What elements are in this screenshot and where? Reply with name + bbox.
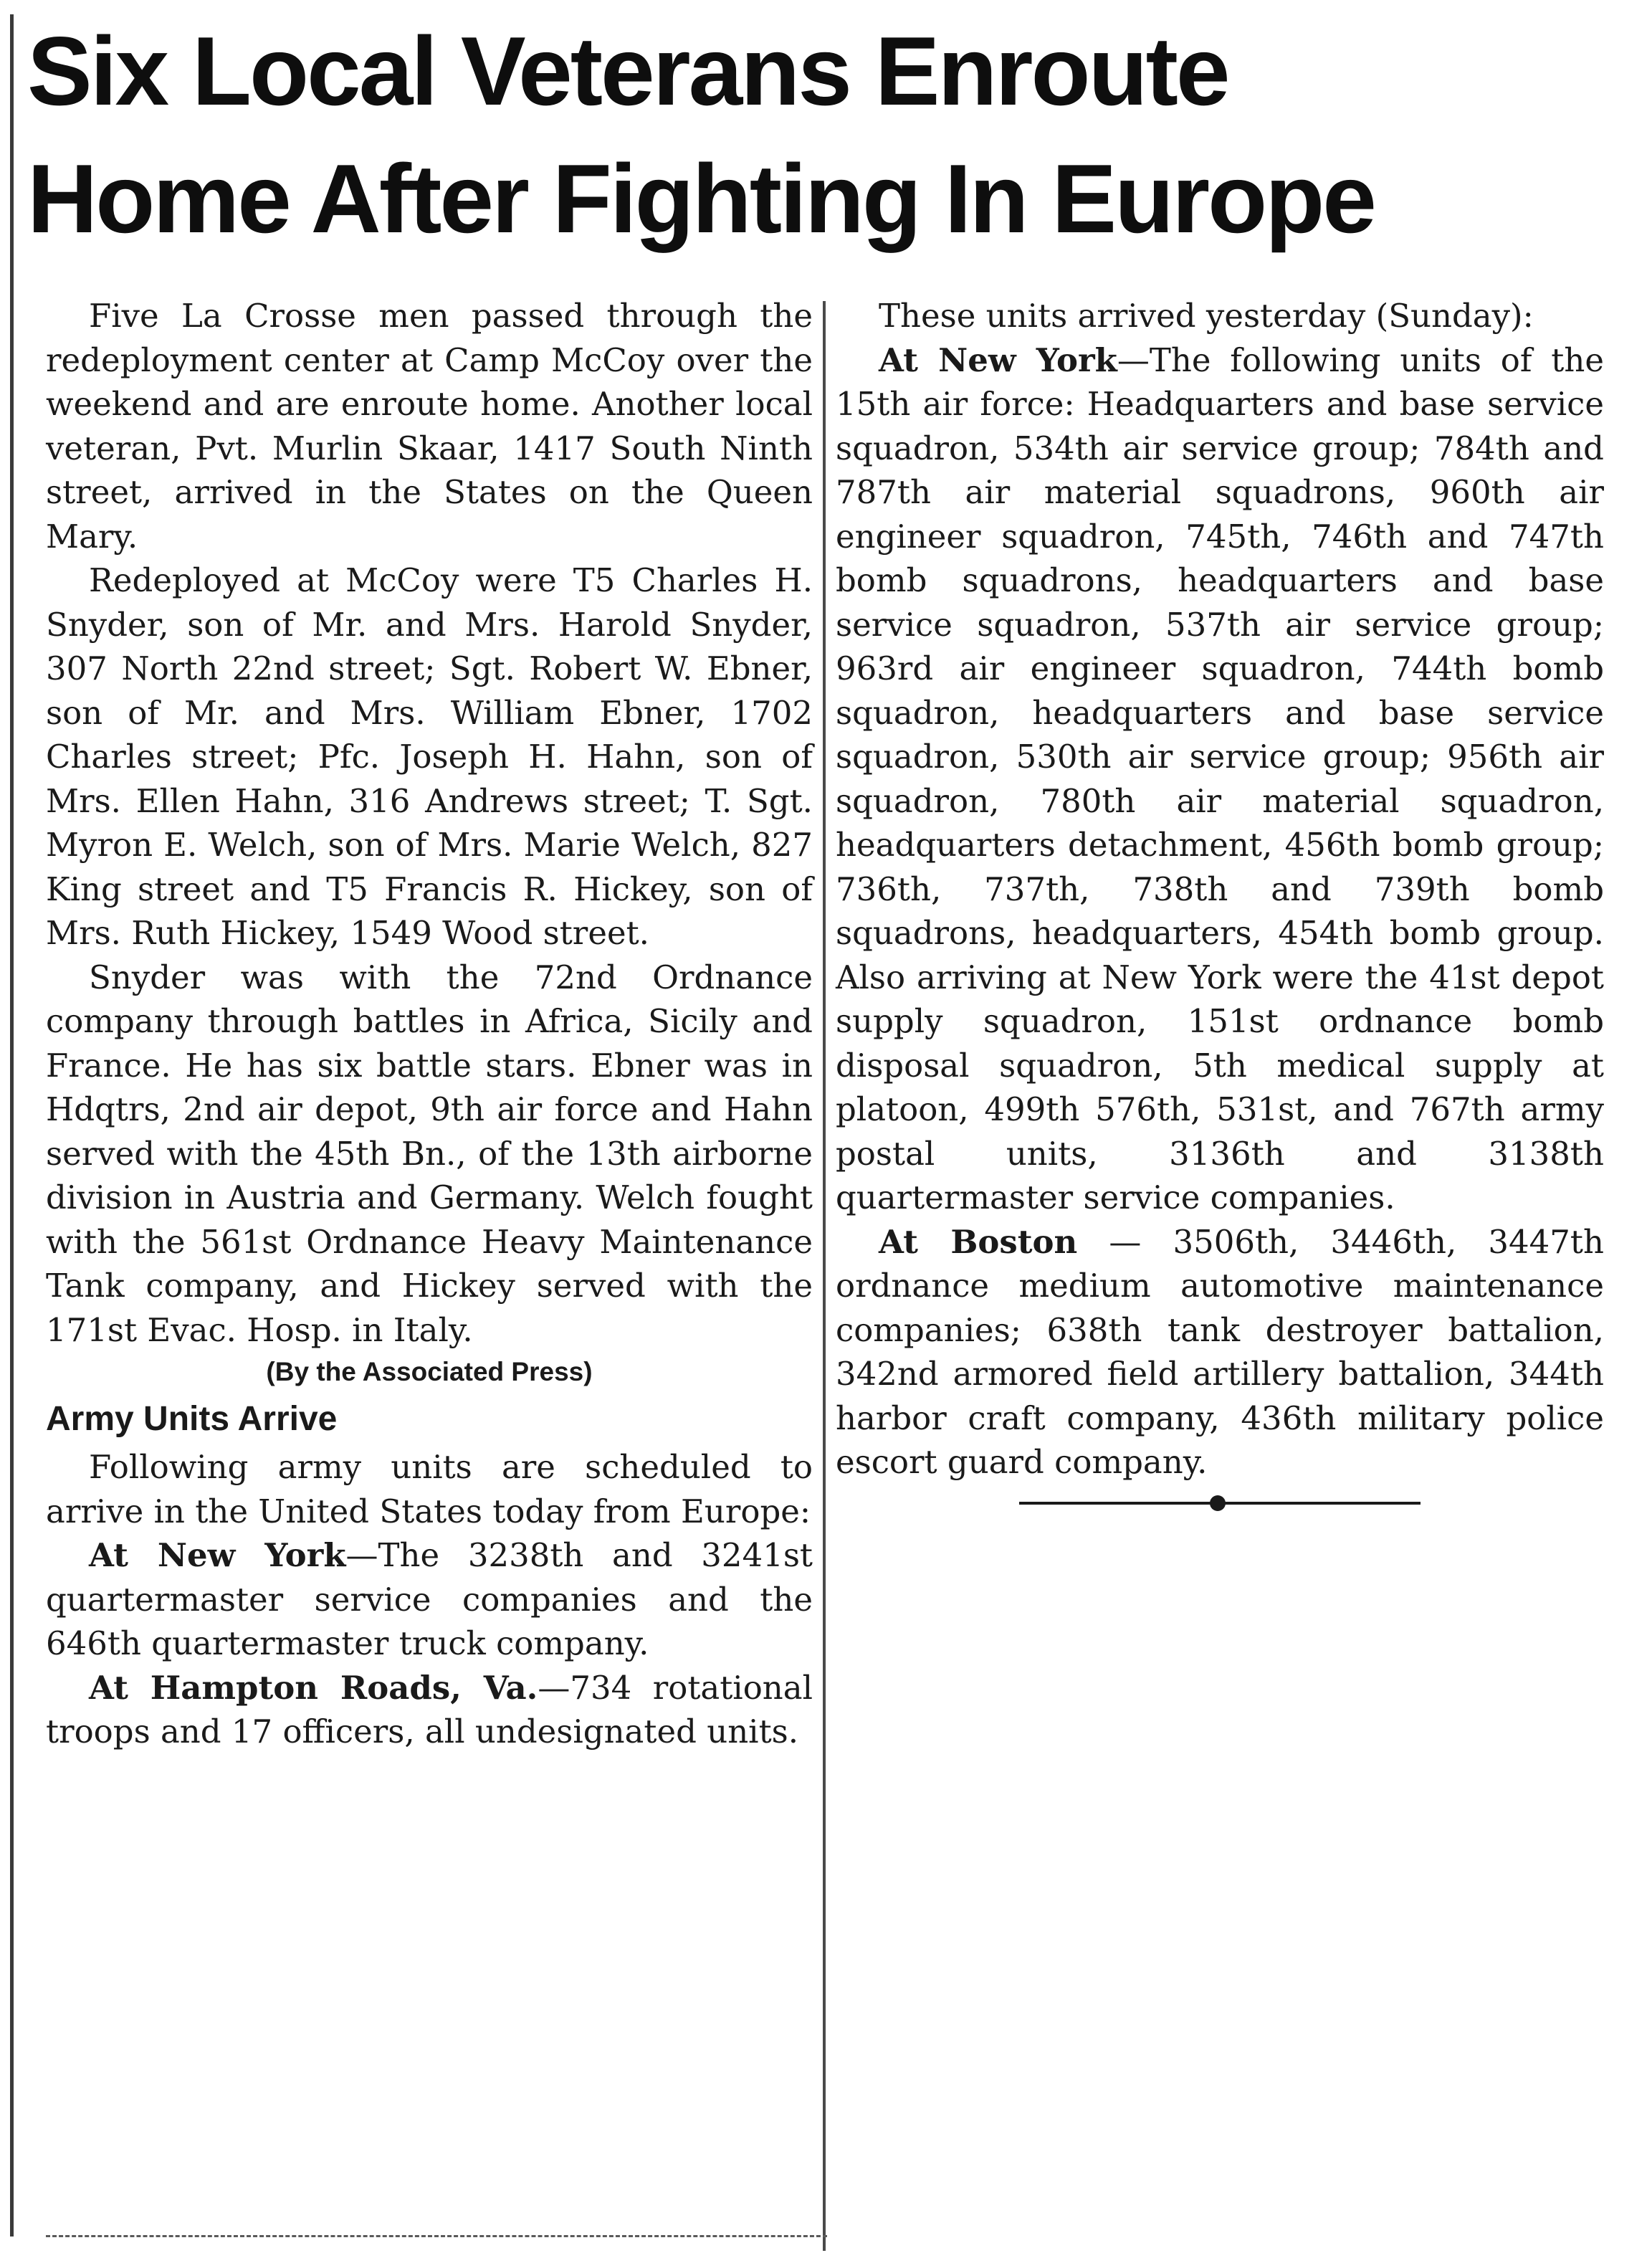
new-york-yesterday-text: —The following units of the 15th air force: Headquarters and base service squadron, 534th air service group; 784th and 787th air material squadrons, 960th air engineer squadron, 745th, 746th and 747th bomb squadrons, headquarters and base service squadron, 537th air service group; 963rd air engineer squadron, 744th bomb squadron, headquarters and base service squadron, 530th air service group; 956th air squadron, 780th air material squadron, headquarters detachment, 456th bomb group; 736th, 737th, 738th and 739th bomb squadrons, headquarters, 454th bomb group. Also arriving at New York were the 41st depot supply squadron, 151st ordnance bomb disposal squadron, 5th medical supply at platoon, 499th 576th, 531st, and 767th army postal units, 3136th and 3138th quartermaster service companies. <box>836 340 1604 1216</box>
left-margin-rule <box>10 14 14 2236</box>
dateline-new-york: At New York <box>89 1536 346 1574</box>
paragraph-new-york-yesterday <box>836 338 1604 1220</box>
dateline-hampton-roads: At Hampton Roads, Va. <box>89 1668 538 1707</box>
paragraph-redeployed: Redeployed at McCoy were T5 Charles H. Snyder, son of Mr. and Mrs. Harold Snyder, 307 North 22nd street; Sgt. Robert W. Ebner, son of Mr. and Mrs. William Ebner, 1702 Charles street; Pfc. Joseph H. Hahn, son of Mrs. Ellen Hahn, 316 Andrews street; T. Sgt. Myron E. Welch, son of Mrs. Marie Welch, 827 King street and T5 Francis R. Hickey, son of Mrs. Ruth Hickey, 1549 Wood street. <box>46 561 813 952</box>
end-rule-dot <box>1210 1495 1226 1511</box>
bottom-dashed-rule <box>46 2235 827 2239</box>
paragraph-hampton-roads <box>46 1666 813 1754</box>
headline-line-1: Six Local Veterans Enroute <box>27 16 1228 125</box>
left-column <box>46 294 813 1754</box>
wire-credit: (By the Associated Press) <box>266 1357 593 1386</box>
paragraph-scheduled: Following army units are scheduled to arrive in the United States today from Europe: <box>46 1448 813 1530</box>
right-column <box>836 294 1604 1505</box>
headline-line-2: Home After Fighting In Europe <box>27 144 1375 253</box>
column-divider <box>823 301 826 2251</box>
hampton-roads-text: —734 rotational troops and 17 officers, all undesignated units. <box>46 1668 813 1750</box>
dateline-boston: At Boston <box>879 1222 1078 1261</box>
paragraph-arrived-yesterday: These units arrived yesterday (Sunday): <box>879 297 1534 335</box>
headline <box>27 7 1618 262</box>
paragraph-new-york-today <box>46 1533 813 1666</box>
paragraph-service-records: Snyder was with the 72nd Ordnance company through battles in Africa, Sicily and France. He has six battle stars. Ebner was in Hdqtrs, 2nd air depot, 9th air force and Hahn served with the 45th Bn., of the 13th airborne division in Austria and Germany. Welch fought with the 561st Ordnance Heavy Maintenance Tank company, and Hickey served with the 171st Evac. Hosp. in Italy. <box>46 958 813 1349</box>
new-york-today-text: —The 3238th and 3241st quartermaster service companies and the 646th quartermaster truck company. <box>46 1536 813 1662</box>
subheading: Army Units Arrive <box>46 1400 338 1438</box>
dateline-new-york-yesterday: At New York <box>879 340 1117 379</box>
paragraph-boston <box>836 1220 1604 1485</box>
end-of-article-rule <box>1019 1502 1421 1505</box>
paragraph-intro: Five La Crosse men passed through the redeployment center at Camp McCoy over the weekend and are enroute home. Another local veteran, Pvt. Murlin Skaar, 1417 South Ninth street, arrived in the States on the Queen Mary. <box>46 297 813 556</box>
boston-text: — 3506th, 3446th, 3447th ordnance medium automotive maintenance companies; 638th tank destroyer battalion, 342nd armored field artillery battalion, 344th harbor craft company, 436th military police escort guard company. <box>836 1222 1604 1481</box>
